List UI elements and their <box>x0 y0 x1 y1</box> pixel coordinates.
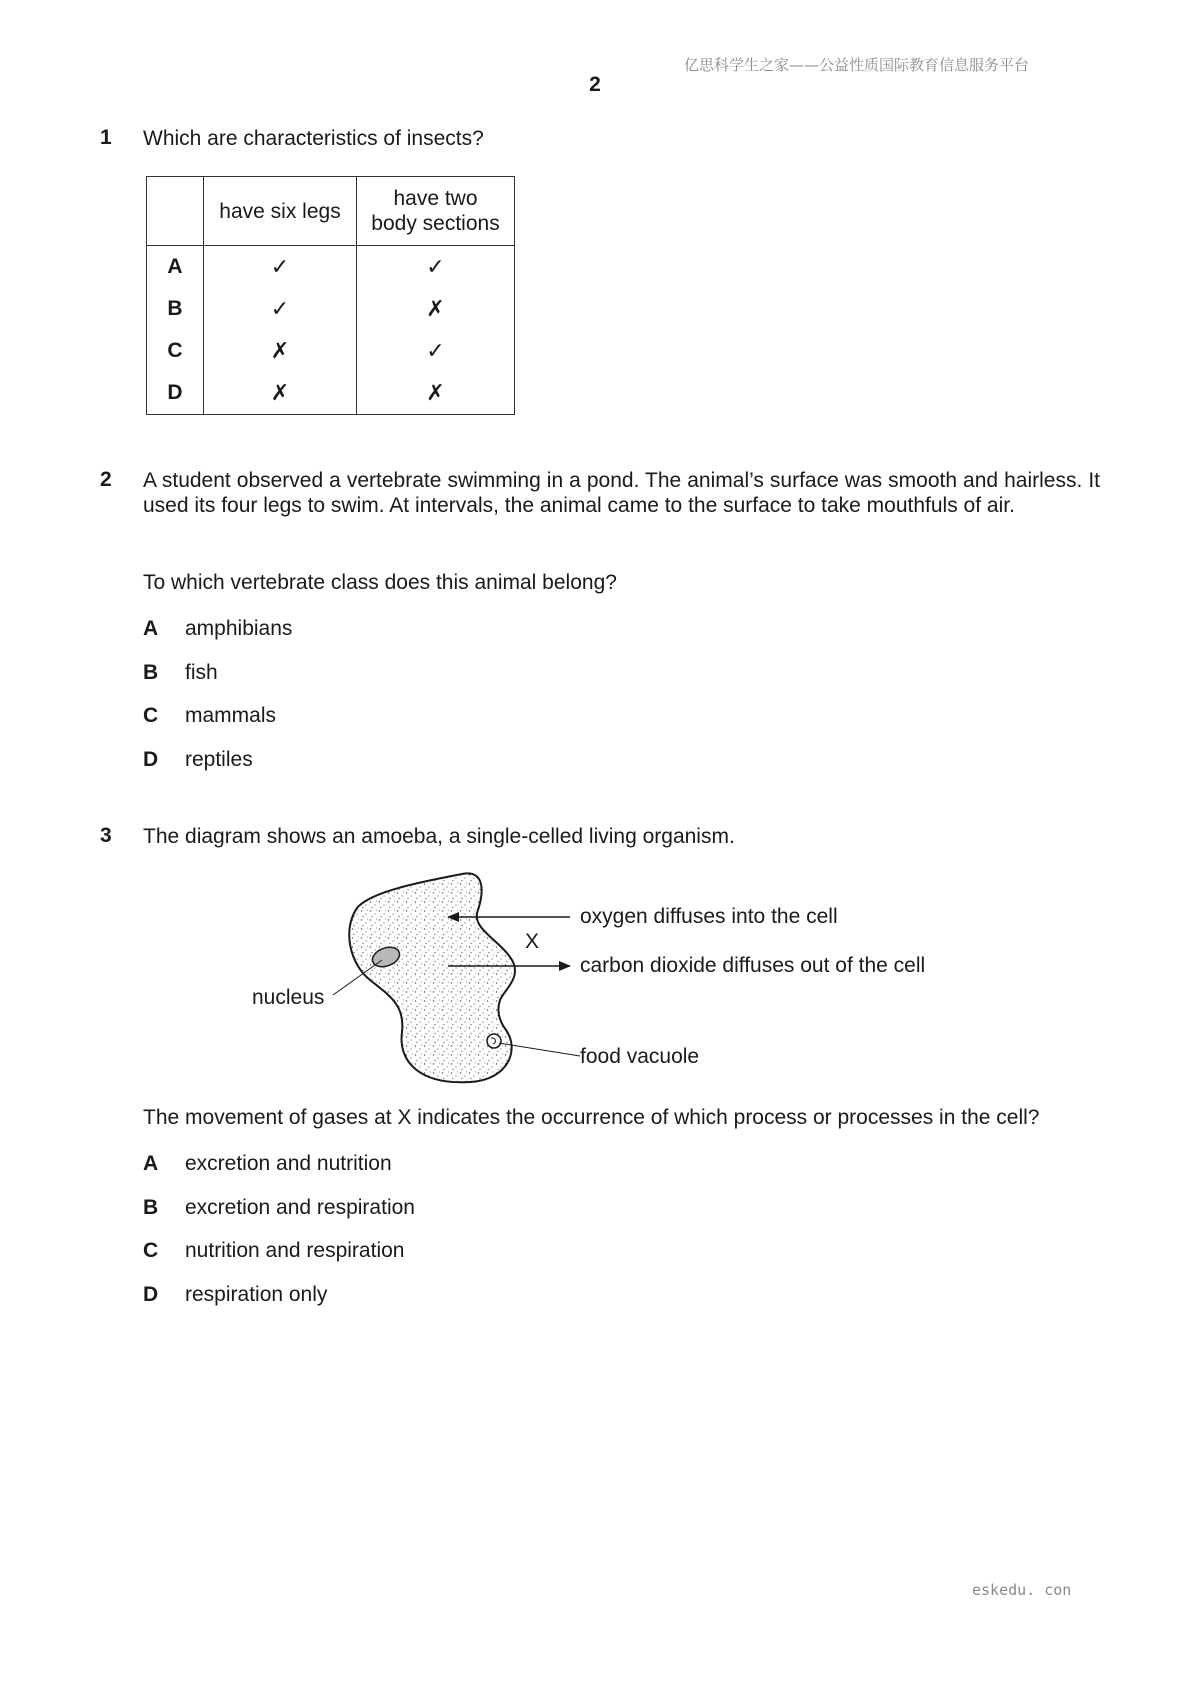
option-letter: C <box>143 1239 159 1262</box>
cross-mark-icon: ✗ <box>204 372 357 415</box>
oxygen-label: oxygen diffuses into the cell <box>580 905 838 928</box>
question-2-text: A student observed a vertebrate swimming in a pond. The animal’s surface was smooth and hairless. It used its four legs to swim. At intervals, the animal came to the surface to take mouthfuls of air. <box>143 469 1100 517</box>
column-header-line-2: body sections <box>371 212 500 235</box>
cross-mark-icon: ✗ <box>204 330 357 372</box>
check-mark-icon: ✓ <box>204 288 357 330</box>
footer-site-text: eskedu. con <box>972 1581 1072 1599</box>
option-text: respiration only <box>185 1283 328 1306</box>
option-letter: D <box>143 1283 159 1306</box>
option-text: excretion and respiration <box>185 1196 415 1219</box>
row-label: D <box>147 372 204 415</box>
option-text: nutrition and respiration <box>185 1239 405 1262</box>
question-1-text: Which are characteristics of insects? <box>143 127 484 150</box>
cross-mark-icon: ✗ <box>357 288 515 330</box>
check-mark-icon: ✓ <box>357 246 515 289</box>
option-letter: B <box>143 661 159 684</box>
option-letter: A <box>143 1152 159 1175</box>
cross-mark-icon: ✗ <box>357 372 515 415</box>
nucleus-label: nucleus <box>252 986 325 1009</box>
option-letter: B <box>143 1196 159 1219</box>
option-text: fish <box>185 661 218 684</box>
option-letter: A <box>143 617 159 640</box>
row-label: C <box>147 330 204 372</box>
option-letter: D <box>143 748 159 771</box>
food-vacuole-label: food vacuole <box>580 1045 700 1068</box>
page-number: 2 <box>589 73 601 96</box>
carbon-dioxide-label: carbon dioxide diffuses out of the cell <box>580 954 926 977</box>
question-1-number: 1 <box>100 126 112 149</box>
question-3-number: 3 <box>100 824 112 847</box>
option-letter: C <box>143 704 159 727</box>
column-header-six-legs: have six legs <box>204 177 357 246</box>
question-3-prompt: The movement of gases at X indicates the occurrence of which process or processes in the cell? <box>143 1106 1040 1129</box>
check-mark-icon: ✓ <box>357 330 515 372</box>
option-text: amphibians <box>185 617 293 640</box>
amoeba-cell-outline <box>349 873 515 1082</box>
question-2-number: 2 <box>100 468 112 491</box>
question-3-text: The diagram shows an amoeba, a single-celled living organism. <box>143 825 735 848</box>
option-text: excretion and nutrition <box>185 1152 392 1175</box>
option-text: mammals <box>185 704 277 727</box>
food-vacuole-shape <box>487 1034 501 1048</box>
row-label: B <box>147 288 204 330</box>
watermark-text: 亿思科学生之家——公益性质国际教育信息服务平台 <box>684 56 1030 74</box>
check-mark-icon: ✓ <box>204 246 357 289</box>
column-header-line-1: have two <box>393 187 478 210</box>
question-2-prompt: To which vertebrate class does this animal belong? <box>143 571 617 594</box>
row-label: A <box>147 246 204 289</box>
x-label: X <box>525 930 540 953</box>
option-text: reptiles <box>185 748 253 771</box>
